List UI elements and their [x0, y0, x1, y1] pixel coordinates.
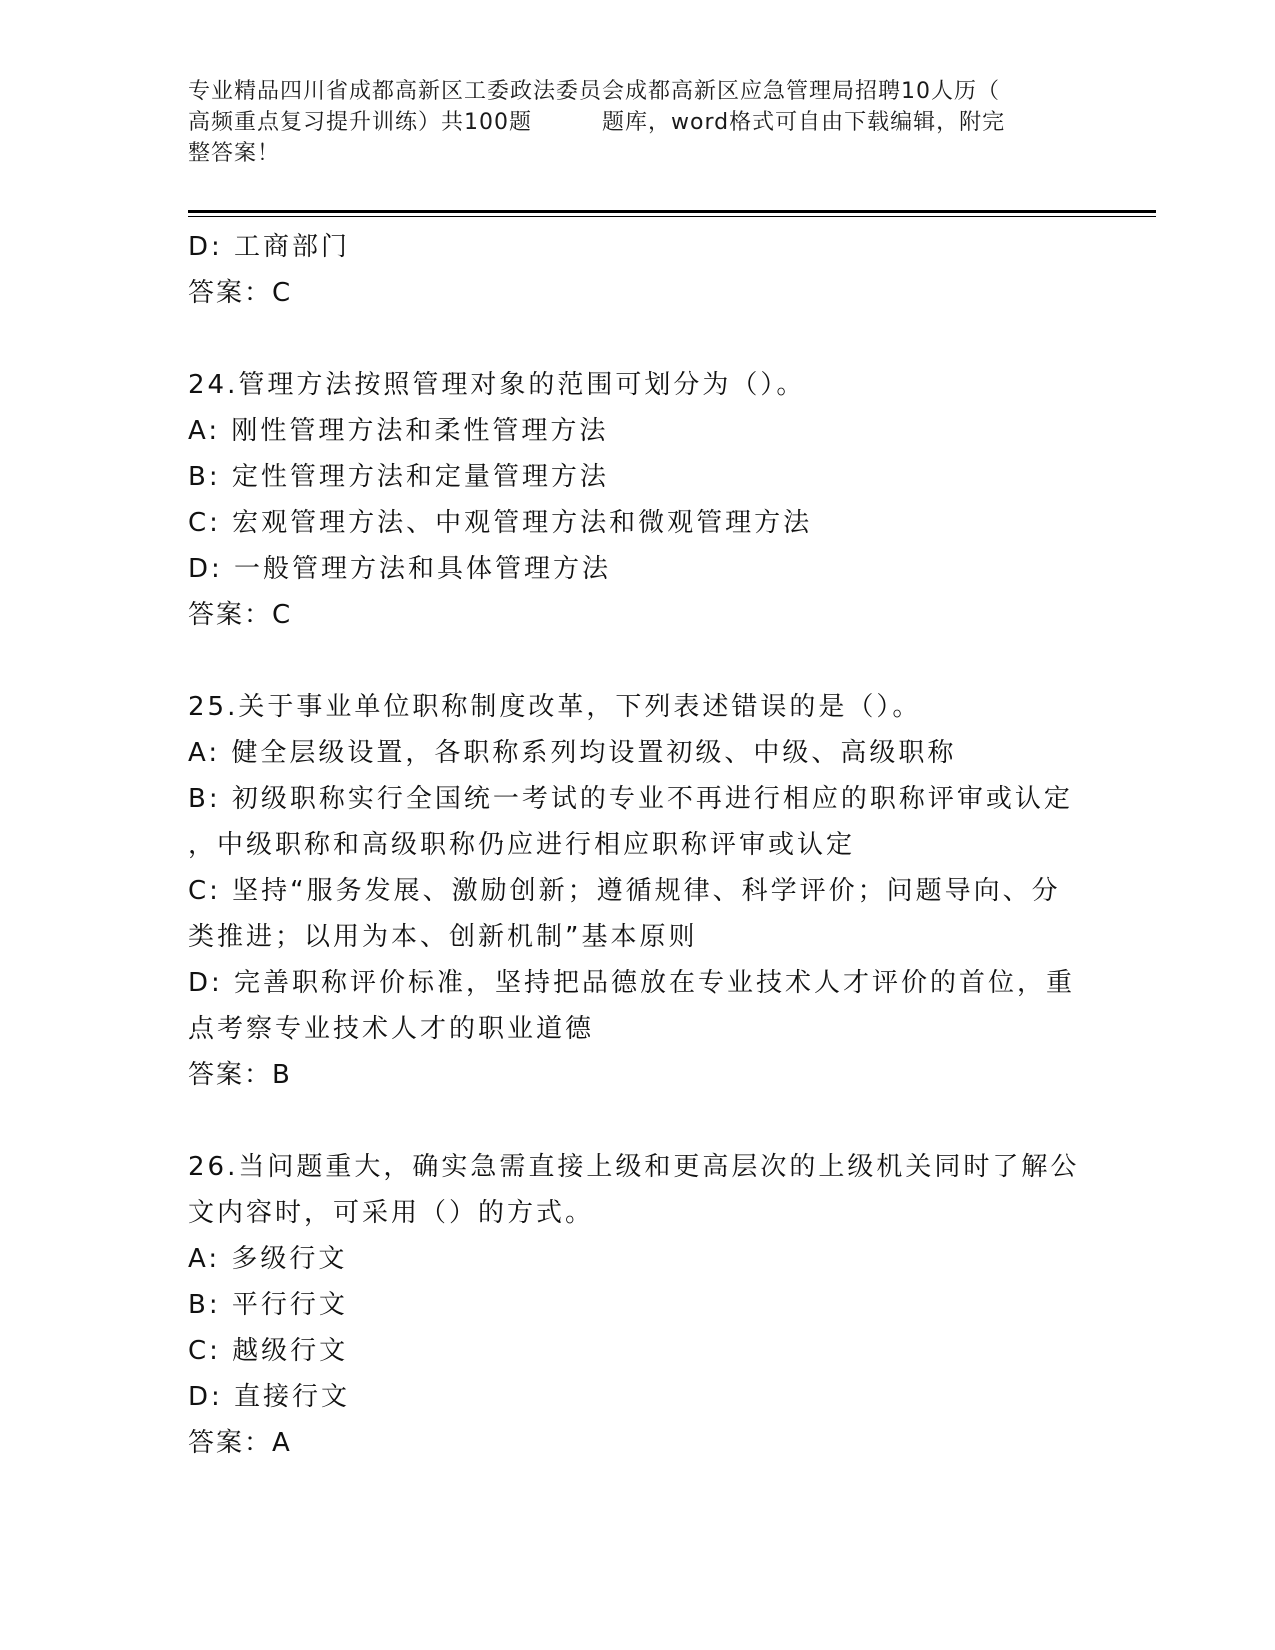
q24-option-b: B: 定性管理方法和定量管理方法	[188, 462, 609, 492]
q24-option-c: C: 宏观管理方法、中观管理方法和微观管理方法	[188, 508, 813, 538]
q26-option-b: B: 平行行文	[188, 1290, 348, 1320]
q25-option-a: A: 健全层级设置，各职称系列均设置初级、中级、高级职称	[188, 738, 957, 768]
header-divider-thin	[188, 216, 1156, 217]
q26-option-d: D: 直接行文	[188, 1382, 351, 1412]
header-line-2	[188, 107, 1068, 138]
q26-answer: 答案：A	[188, 1428, 292, 1458]
q25-answer: 答案：B	[188, 1060, 292, 1090]
q25-option-d-line-2: 点考察专业技术人才的职业道德	[188, 1014, 595, 1044]
header-line-3: 整答案！	[188, 141, 281, 166]
prev-answer: 答案：C	[188, 278, 293, 308]
q24-option-d: D: 一般管理方法和具体管理方法	[188, 554, 612, 584]
prev-option-d: D: 工商部门	[188, 232, 351, 262]
q25-stem: 25.关于事业单位职称制度改革，下列表述错误的是（）。	[188, 692, 922, 722]
q26-option-c: C: 越级行文	[188, 1336, 349, 1366]
q26-stem-line-1: 26.当问题重大，确实急需直接上级和更高层次的上级机关同时了解公	[188, 1152, 1080, 1182]
q25-option-c-line-2: 类推进；以用为本、创新机制”基本原则	[188, 922, 698, 952]
header-divider-thick	[188, 210, 1156, 213]
header-line-2b: 题库，word格式可自由下载编辑，附完	[602, 110, 1006, 135]
q25-option-b-line-2: ，中级职称和高级职称仍应进行相应职称评审或认定	[188, 830, 856, 860]
q24-option-a: A: 刚性管理方法和柔性管理方法	[188, 416, 609, 446]
q24-stem: 24.管理方法按照管理对象的范围可划分为（）。	[188, 370, 806, 400]
q25-option-b-line-1: B: 初级职称实行全国统一考试的专业不再进行相应的职称评审或认定	[188, 784, 1073, 814]
q25-option-d-line-1: D: 完善职称评价标准，坚持把品德放在专业技术人才评价的首位，重	[188, 968, 1076, 998]
q25-option-c-line-1: C: 坚持“服务发展、激励创新；遵循规律、科学评价；问题导向、分	[188, 876, 1061, 906]
header-line-2a: 高频重点复习提升训练）共100题	[188, 110, 532, 135]
document-header	[188, 76, 1068, 169]
q26-stem-line-2: 文内容时，可采用（）的方式。	[188, 1198, 595, 1228]
q24-answer: 答案：C	[188, 600, 293, 630]
header-line-1: 专业精品四川省成都高新区工委政法委员会成都高新区应急管理局招聘10人历（	[188, 79, 1000, 104]
q26-option-a: A: 多级行文	[188, 1244, 348, 1274]
question-list	[188, 224, 1088, 1466]
